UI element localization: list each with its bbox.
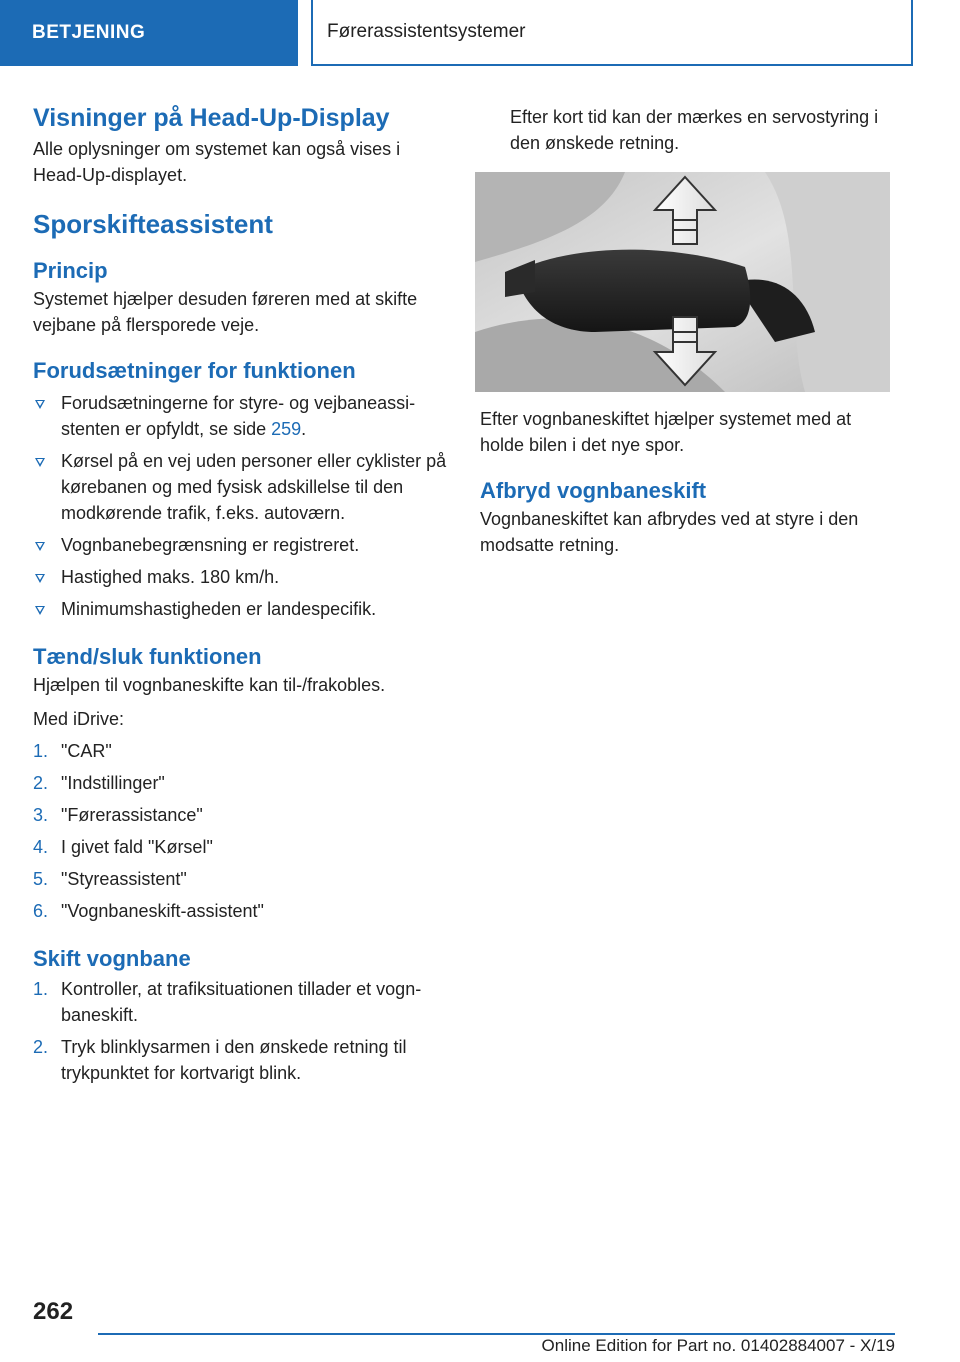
list-item: 4. I givet fald "Kørsel" xyxy=(33,837,213,857)
toggle-heading: Tænd/sluk funktionen xyxy=(33,644,262,669)
turn-signal-lever-illustration xyxy=(475,172,890,392)
list-item: Forudsætningerne for styre- og vejbaneassi-stenten er opfyldt, se side 259. xyxy=(33,390,453,442)
list-item: 5. "Styreassistent" xyxy=(33,869,187,889)
list-item: 2. Tryk blinklysarmen i den ønskede retning til trykpunktet for kortvarigt blink. xyxy=(33,1037,407,1083)
chapter-title: Førerassistentsystemer xyxy=(311,0,913,66)
list-item: 6. "Vognbaneskift-assistent" xyxy=(33,901,264,921)
idrive-steps xyxy=(33,738,453,924)
list-item: Vognbanebegrænsning er registreret. xyxy=(33,532,453,558)
triangle-bullet-icon xyxy=(35,574,45,583)
triangle-bullet-icon xyxy=(35,458,45,467)
change-lane-heading: Skift vognbane xyxy=(33,946,191,971)
triangle-bullet-icon xyxy=(35,542,45,551)
right-column xyxy=(480,104,895,558)
section-tab[interactable]: BETJENING xyxy=(0,0,298,66)
page-link[interactable]: 259 xyxy=(271,419,302,439)
triangle-bullet-icon xyxy=(35,606,45,615)
principle-heading: Princip xyxy=(33,258,108,283)
triangle-bullet-icon xyxy=(35,400,45,409)
list-item: 3. "Førerassistance" xyxy=(33,805,203,825)
hud-heading: Visninger på Head-Up-Display xyxy=(33,104,390,132)
list-item: Kørsel på en vej uden personer eller cyklister på kørebanen og med fysisk adskillelse til den modkørende trafik, f.eks. autoværn. xyxy=(33,448,453,526)
main-heading: Sporskifteassistent xyxy=(33,209,273,239)
list-item: 1. "CAR" xyxy=(33,741,112,761)
abort-heading: Afbryd vognbaneskift xyxy=(480,478,707,503)
hud-text: Alle oplysninger om systemet kan også vises i Head-Up-displayet. xyxy=(33,139,401,185)
servo-text: Efter kort tid kan der mærkes en servostyring i den ønskede retning. xyxy=(510,107,879,153)
idrive-text: Med iDrive: xyxy=(33,709,125,729)
list-item: 1. Kontroller, at trafiksituationen tillader et vogn-baneskift. xyxy=(33,979,422,1025)
list-item: Hastighed maks. 180 km/h. xyxy=(33,564,453,590)
abort-text: Vognbaneskiftet kan afbrydes ved at styre i den modsatte retning. xyxy=(480,509,859,555)
change-lane-steps xyxy=(33,976,453,1086)
footer-divider xyxy=(98,1333,895,1335)
after-change-text: Efter vognbaneskiftet hjælper systemet med at holde bilen i det nye spor. xyxy=(480,409,852,455)
requirements-heading: Forudsætninger for funktionen xyxy=(33,358,356,383)
requirements-list xyxy=(33,390,453,622)
toggle-text: Hjælpen til vognbaneskifte kan til-/frakobles. xyxy=(33,675,386,695)
left-column xyxy=(33,100,453,1092)
page-header xyxy=(0,0,960,66)
page-number: 262 xyxy=(33,1298,74,1325)
list-item: 2. "Indstillinger" xyxy=(33,773,165,793)
principle-text: Systemet hjælper desuden føreren med at skifte vejbane på flersporede veje. xyxy=(33,289,418,335)
list-item: Minimumshastigheden er landespecifik. xyxy=(33,596,453,622)
footer-edition: Online Edition for Part no. 01402884007 - X/19 xyxy=(541,1336,895,1355)
